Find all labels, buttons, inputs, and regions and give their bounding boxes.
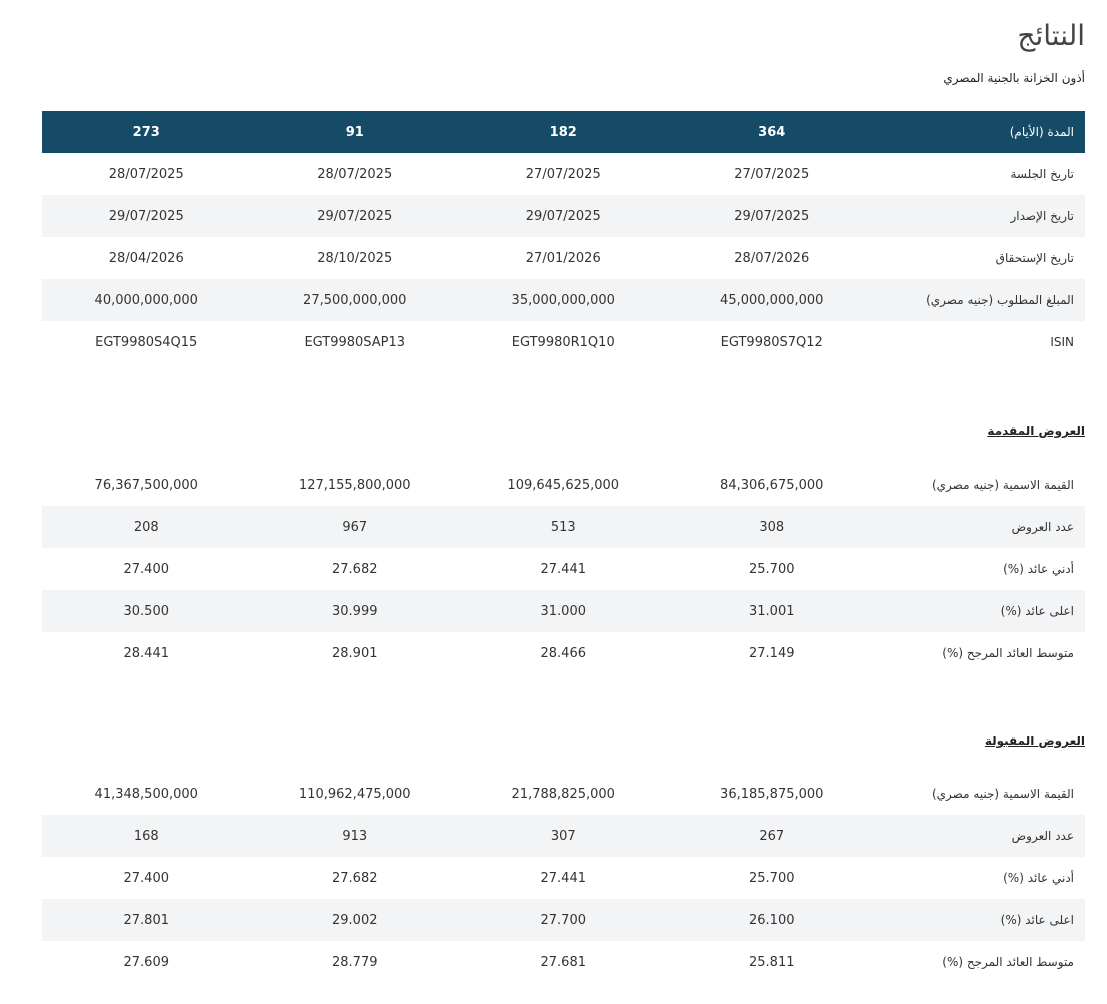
header-cell: 364 <box>668 111 877 153</box>
table-cell: 29/07/2025 <box>459 195 668 237</box>
table-cell: 127,155,800,000 <box>298 477 411 493</box>
row-label: متوسط العائد المرجح (%) <box>942 646 1074 660</box>
table-cell: EGT9980R1Q10 <box>511 334 615 350</box>
table-cell: 27/01/2026 <box>525 250 601 266</box>
page-subtitle: أذون الخزانة بالجنية المصري <box>943 71 1085 85</box>
table-cell: 25.700 <box>749 561 795 577</box>
table-cell: 29/07/2025 <box>668 195 877 237</box>
table-cell: 27.149 <box>749 645 795 661</box>
table-cell: 36,185,875,000 <box>720 786 824 802</box>
table-cell: 27/07/2025 <box>525 166 601 182</box>
row-label: متوسط العائد المرجح (%) <box>942 955 1074 969</box>
table-cell: 41,348,500,000 <box>94 786 198 802</box>
table-cell: 110,962,475,000 <box>298 786 411 802</box>
table-row <box>42 590 1085 632</box>
auction-details-table <box>42 111 1085 363</box>
table-cell: 25.811 <box>749 954 795 970</box>
table-cell: 27.400 <box>123 870 169 886</box>
table-cell: 109,645,625,000 <box>507 477 620 493</box>
table-cell: 28/10/2025 <box>317 250 393 266</box>
table-row <box>42 899 1085 941</box>
table-row <box>42 548 1085 590</box>
page-title: النتائج <box>1017 19 1085 52</box>
table-cell: 27/07/2025 <box>734 166 810 182</box>
row-label: اعلى عائد (%) <box>876 899 1085 941</box>
table-cell: 308 <box>668 506 877 548</box>
row-label: القيمة الاسمية (جنيه مصري) <box>931 787 1074 801</box>
table-cell: 31.000 <box>459 590 668 632</box>
row-label: تاريخ الجلسة <box>1010 167 1074 181</box>
offered-bids-table <box>42 464 1085 674</box>
table-cell: 513 <box>459 506 668 548</box>
table-cell: 29/07/2025 <box>42 195 251 237</box>
table-cell: EGT9980SAP13 <box>304 334 406 350</box>
table-row <box>42 815 1085 857</box>
table-cell: EGT9980S4Q15 <box>95 334 198 350</box>
table-cell: 28/07/2026 <box>734 250 810 266</box>
table-cell: 26.100 <box>668 899 877 941</box>
table-cell: 30.999 <box>251 590 460 632</box>
table-cell: 27.681 <box>540 954 586 970</box>
table-cell: 27.400 <box>123 561 169 577</box>
table-cell: 267 <box>668 815 877 857</box>
table-cell: 27,500,000,000 <box>251 279 460 321</box>
table-row <box>42 941 1085 983</box>
table-cell: 28.441 <box>123 645 169 661</box>
row-label: أدني عائد (%) <box>1003 562 1074 576</box>
table-cell: 28.466 <box>540 645 586 661</box>
table-cell: EGT9980S7Q12 <box>720 334 823 350</box>
table-header-row <box>42 111 1085 153</box>
row-label: تاريخ الإصدار <box>876 195 1085 237</box>
offered-bids-heading: العروض المقدمة <box>987 424 1085 438</box>
table-cell: 27.682 <box>332 561 378 577</box>
table-cell: 27.609 <box>123 954 169 970</box>
row-label: ISIN <box>1050 335 1074 349</box>
row-label: المبلغ المطلوب (جنيه مصري) <box>876 279 1085 321</box>
table-cell: 27.700 <box>459 899 668 941</box>
table-cell: 31.001 <box>668 590 877 632</box>
table-cell: 35,000,000,000 <box>459 279 668 321</box>
header-cell: 273 <box>42 111 251 153</box>
table-row <box>42 237 1085 279</box>
accepted-bids-table <box>42 773 1085 983</box>
table-cell: 967 <box>251 506 460 548</box>
table-row <box>42 195 1085 237</box>
row-label: عدد العروض <box>876 506 1085 548</box>
table-row <box>42 773 1085 815</box>
table-row <box>42 632 1085 674</box>
table-cell: 76,367,500,000 <box>94 477 198 493</box>
table-cell: 84,306,675,000 <box>720 477 824 493</box>
table-row <box>42 153 1085 195</box>
accepted-bids-heading: العروض المقبولة <box>984 734 1085 748</box>
table-cell: 168 <box>42 815 251 857</box>
table-cell: 40,000,000,000 <box>42 279 251 321</box>
table-row <box>42 464 1085 506</box>
table-cell: 27.682 <box>332 870 378 886</box>
table-row <box>42 857 1085 899</box>
table-cell: 27.441 <box>540 870 586 886</box>
row-label: أدني عائد (%) <box>1003 871 1074 885</box>
table-cell: 208 <box>42 506 251 548</box>
table-cell: 28/07/2025 <box>317 166 393 182</box>
header-cell: 91 <box>251 111 460 153</box>
table-cell: 307 <box>459 815 668 857</box>
table-cell: 28.901 <box>332 645 378 661</box>
table-cell: 25.700 <box>749 870 795 886</box>
row-label: عدد العروض <box>876 815 1085 857</box>
header-label: المدة (الأيام) <box>876 111 1085 153</box>
table-cell: 29/07/2025 <box>251 195 460 237</box>
table-cell: 45,000,000,000 <box>668 279 877 321</box>
row-label: القيمة الاسمية (جنيه مصري) <box>931 478 1074 492</box>
table-cell: 27.801 <box>42 899 251 941</box>
table-cell: 28/04/2026 <box>108 250 184 266</box>
table-cell: 27.441 <box>540 561 586 577</box>
row-label: تاريخ الإستحقاق <box>995 251 1074 265</box>
header-cell: 182 <box>459 111 668 153</box>
table-cell: 30.500 <box>42 590 251 632</box>
table-cell: 29.002 <box>251 899 460 941</box>
table-cell: 21,788,825,000 <box>511 786 615 802</box>
row-label: اعلى عائد (%) <box>876 590 1085 632</box>
table-cell: 28/07/2025 <box>108 166 184 182</box>
table-row <box>42 279 1085 321</box>
table-row <box>42 506 1085 548</box>
table-row <box>42 321 1085 363</box>
table-cell: 28.779 <box>332 954 378 970</box>
table-cell: 913 <box>251 815 460 857</box>
